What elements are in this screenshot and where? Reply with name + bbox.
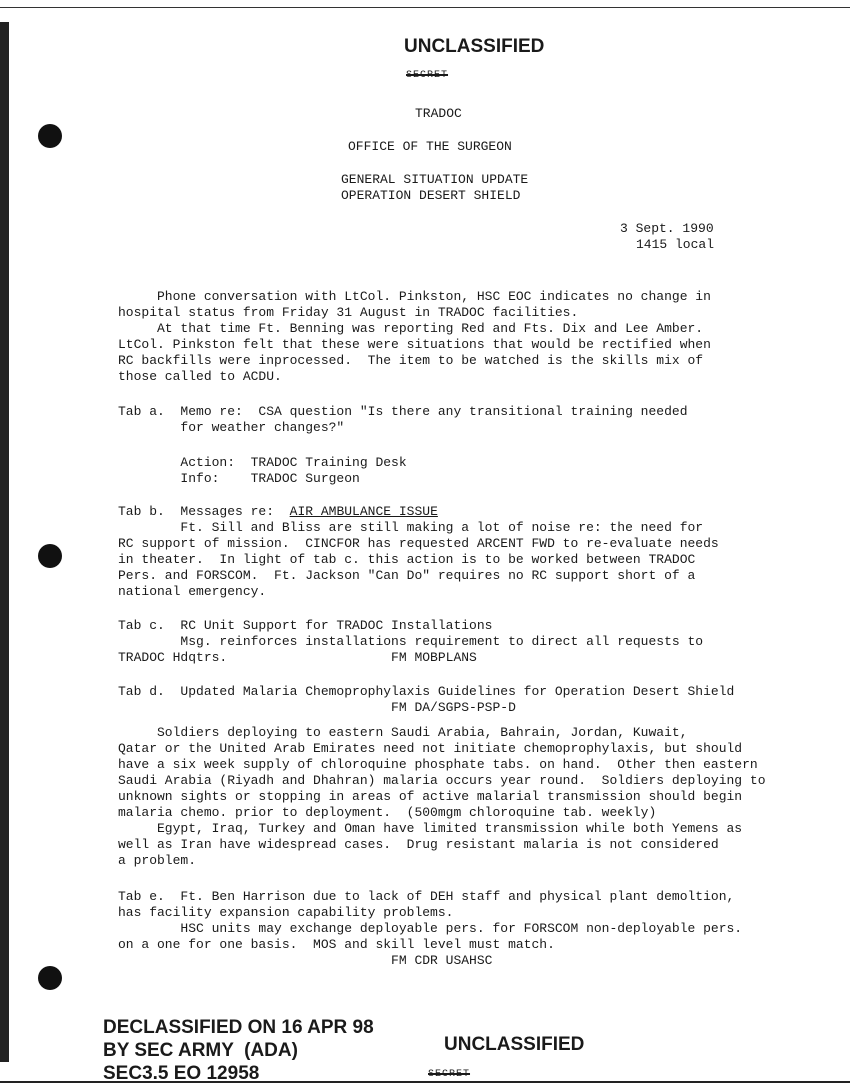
tab-c-line: TRADOC Hdqtrs. FM MOBPLANS [118,650,477,665]
punch-hole-middle [38,544,62,568]
header-classification: UNCLASSIFIED [404,36,545,57]
tab-d-line: FM DA/SGPS-PSP-D [118,700,516,715]
tab-c-line: Msg. reinforces installations requirement to direct all requests to [118,634,704,649]
footer-classification: UNCLASSIFIED [444,1034,585,1055]
header-time: 1415 local [636,237,715,252]
tab-d-para-line: Saudi Arabia (Riyadh and Dhahran) malaria occurs year round. Soldiers deploying to [118,773,766,788]
header-office: OFFICE OF THE SURGEON [348,139,512,154]
tab-a-info: Info: TRADOC Surgeon [118,471,360,486]
footer-struck-marking: SECRET [428,1069,471,1080]
header-struck-marking: SECRET [406,70,449,81]
header-org: TRADOC [415,106,462,121]
header-date: 3 Sept. 1990 [620,221,714,236]
tab-b-section [118,504,818,600]
tab-b-issue: AIR AMBULANCE ISSUE [289,504,438,519]
tab-a-line: Tab a. Memo re: CSA question "Is there any transitional training needed [118,404,688,419]
punch-hole-top [38,124,62,148]
tab-d-para-line: malaria chemo. prior to deployment. (500mgm chloroquine tab. weekly) [118,805,657,820]
tab-e-line: has facility expansion capability problems. [118,905,454,920]
tab-a-section [118,404,818,436]
tab-e-section [118,889,818,969]
tab-b-heading [118,504,818,520]
tab-a-action: Action: TRADOC Training Desk [118,455,407,470]
tab-e-line: HSC units may exchange deployable pers. for FORSCOM non-deployable pers. [118,921,743,936]
tab-b-line: Ft. Sill and Bliss are still making a lot of noise re: the need for [118,520,704,535]
intro-line: At that time Ft. Benning was reporting Red and Fts. Dix and Lee Amber. [118,321,704,336]
declassified-line1: DECLASSIFIED ON 16 APR 98 [103,1017,374,1038]
tab-d-line: Tab d. Updated Malaria Chemoprophylaxis Guidelines for Operation Desert Shield [118,684,735,699]
tab-e-line: on a one for one basis. MOS and skill level must match. [118,937,555,952]
tab-b-line: in theater. In light of tab c. this action is to be worked between TRADOC [118,552,696,567]
tab-d-para-line: Qatar or the United Arab Emirates need not initiate chemoprophylaxis, but should [118,741,743,756]
tab-c-section [118,618,818,666]
tab-d-para-line: Soldiers deploying to eastern Saudi Arabia, Bahrain, Jordan, Kuwait, [118,725,688,740]
tab-d-para-line: well as Iran have widespread cases. Drug resistant malaria is not considered [118,837,719,852]
tab-d-para-line: Egypt, Iraq, Turkey and Oman have limited transmission while both Yemens as [118,821,743,836]
punch-hole-bottom [38,966,62,990]
tab-a-line: for weather changes?" [118,420,345,435]
tab-b-line: Pers. and FORSCOM. Ft. Jackson "Can Do" requires no RC support short of a [118,568,696,583]
tab-e-line: Tab e. Ft. Ben Harrison due to lack of DEH staff and physical plant demoltion, [118,889,735,904]
intro-line: those called to ACDU. [118,369,282,384]
tab-b-line: national emergency. [118,584,267,599]
header-title-line2: OPERATION DESERT SHIELD [341,188,521,203]
declassification-stamp [103,1016,374,1085]
tab-e-line: FM CDR USAHSC [118,953,493,968]
tab-c-line: Tab c. RC Unit Support for TRADOC Installations [118,618,493,633]
intro-line: RC backfills were inprocessed. The item to be watched is the skills mix of [118,353,704,368]
tab-d-section [118,684,818,716]
intro-line: Phone conversation with LtCol. Pinkston, HSC EOC indicates no change in [118,289,711,304]
tab-b-prefix: Tab b. Messages re: [118,504,290,519]
top-scan-rule [0,7,850,8]
declassified-line2: BY SEC ARMY (ADA) [103,1040,298,1061]
tab-d-para-line: unknown sights or stopping in areas of active malarial transmission should begin [118,789,743,804]
intro-line: LtCol. Pinkston felt that these were situations that would be rectified when [118,337,711,352]
intro-line: hospital status from Friday 31 August in TRADOC facilities. [118,305,579,320]
left-scan-edge [0,22,9,1062]
tab-d-paragraph [118,725,818,869]
tab-a-routing [118,455,818,487]
header-title-line1: GENERAL SITUATION UPDATE [341,172,529,187]
tab-d-para-line: a problem. [118,853,197,868]
tab-b-line: RC support of mission. CINCFOR has requested ARCENT FWD to re-evaluate needs [118,536,719,551]
intro-paragraph [118,289,818,385]
declassified-line3: SEC3.5 EO 12958 [103,1063,260,1084]
tab-d-para-line: have a six week supply of chloroquine phosphate tabs. on hand. Other then eastern [118,757,758,772]
